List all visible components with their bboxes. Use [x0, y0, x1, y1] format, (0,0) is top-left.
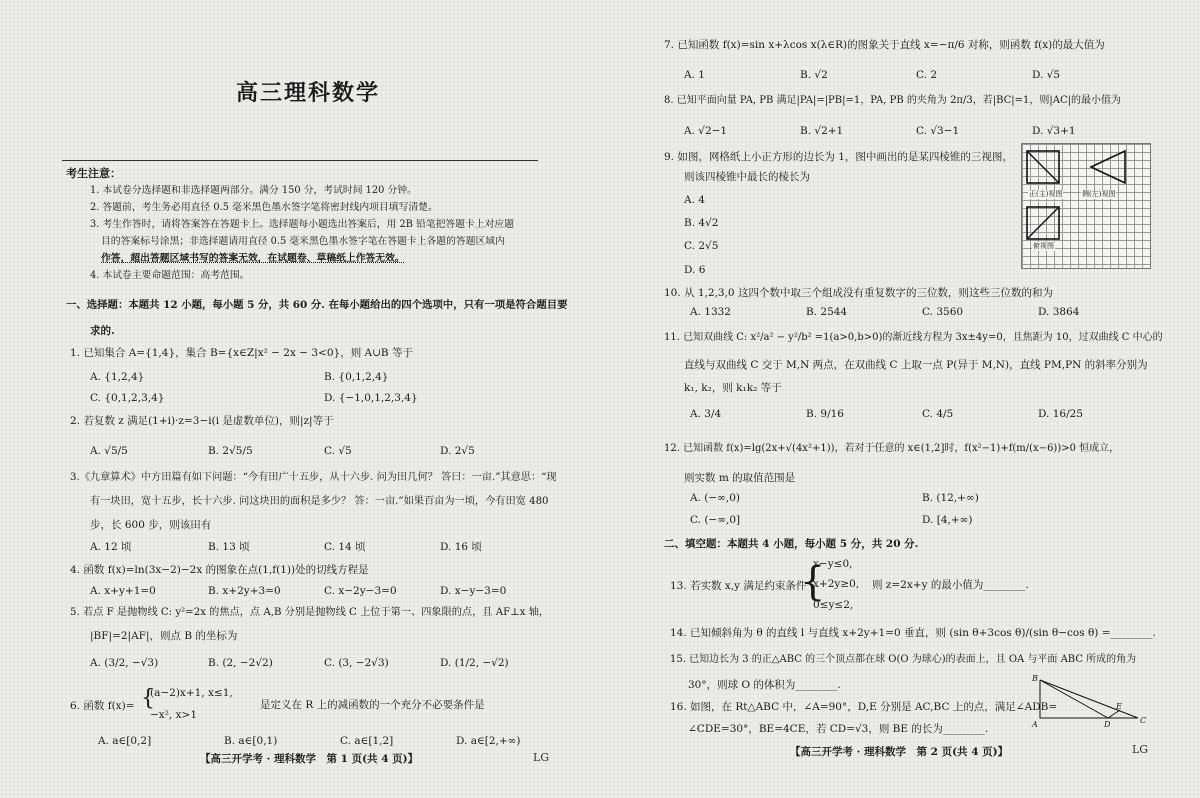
q11-option-d: D. 16/25: [1038, 408, 1083, 420]
q5-stem-cont: |BF|=2|AF|，则点 B 的坐标为: [90, 630, 238, 642]
q12-option-c: C. (−∞,0]: [690, 514, 741, 526]
q9-stem-cont: 则该四棱锥中最长的棱长为: [684, 171, 810, 183]
q16-stem: 16. 如图，在 Rt△ABC 中，∠A=90°，D,E 分别是 AC,BC 上的点，满足∠ADB=: [670, 701, 1058, 713]
q12-option-b: B. (12,+∞): [922, 492, 979, 504]
q16-stem-cont: ∠CDE=30°，BE=4CE，若 CD=√3，则 BE 的长为________.: [688, 723, 989, 735]
q6-option-b: B. a∈[0,1): [224, 735, 278, 747]
q8-stem: 8. 已知平面向量 PA, PB 满足|PA|=|PB|=1，PA, PB 的夹角为 2π/3，若|BC|=1，则|AC|的最小值为: [664, 95, 1122, 106]
q6-option-a: A. a∈[0,2]: [98, 735, 152, 747]
q10-option-d: D. 3864: [1038, 306, 1080, 318]
q6-case-2: −x², x>1: [150, 709, 198, 721]
page-1-footer: 【高三开学考 · 理科数学 第 1 页(共 4 页)】: [200, 753, 419, 765]
q4-option-a: A. x+y+1=0: [90, 585, 156, 597]
notice-item: 1. 本试卷分选择题和非选择题两部分。满分 150 分，考试时间 120 分钟。: [90, 185, 417, 196]
q16-triangle-figure: [1030, 676, 1150, 728]
q4-stem: 4. 函数 f(x)=ln(3x−2)−2x 的图象在点(1,f(1))处的切线方程是: [70, 564, 369, 576]
q9-front-view-label: 正(主)视图: [1029, 190, 1063, 198]
q16-point-c: C: [1140, 716, 1147, 725]
q9-option-d: D. 6: [684, 264, 706, 276]
q3-stem-cont: 步，长 600 步，则该田有: [90, 519, 212, 531]
q7-option-d: D. √5: [1032, 69, 1061, 81]
q3-option-d: D. 16 顷: [440, 541, 482, 553]
q3-option-b: B. 13 顷: [208, 541, 250, 553]
q12-stem-cont: 则实数 m 的取值范围是: [684, 472, 796, 484]
q5-option-d: D. (1/2, −√2): [440, 657, 509, 669]
section-1-heading-cont: 求的.: [90, 325, 115, 337]
q4-option-c: C. x−2y−3=0: [324, 585, 397, 597]
q7-stem: 7. 已知函数 f(x)=sin x+λcos x(λ∈R)的图象关于直线 x=−π/6 对称，则函数 f(x)的最大值为: [664, 39, 1105, 51]
q1-option-b: B. {0,1,2,4}: [324, 371, 389, 383]
q5-option-b: B. (2, −2√2): [208, 657, 273, 669]
title-divider: [62, 160, 538, 161]
q8-option-b: B. √2+1: [800, 125, 844, 137]
q8-option-d: D. √3+1: [1032, 125, 1076, 137]
q1-option-c: C. {0,1,2,3,4}: [90, 392, 165, 404]
q12-option-a: A. (−∞,0): [690, 492, 741, 504]
q6-option-d: D. a∈[2,+∞): [456, 735, 521, 747]
q12-option-d: D. [4,+∞): [922, 514, 973, 526]
q4-option-b: B. x+2y+3=0: [208, 585, 281, 597]
q1-option-a: A. {1,2,4}: [90, 371, 145, 383]
notice-heading: 考生注意：: [66, 167, 121, 180]
exam-title: 高三理科数学: [236, 80, 381, 106]
q10-option-c: C. 3560: [922, 306, 964, 318]
q5-option-c: C. (3, −2√3): [324, 657, 389, 669]
page-2-mark: LG: [1132, 743, 1149, 756]
q7-option-a: A. 1: [684, 69, 705, 81]
q7-option-c: C. 2: [916, 69, 938, 81]
q6-stem-cont: 是定义在 R 上的减函数的一个充分不必要条件是: [260, 699, 485, 711]
q2-option-d: D. 2√5: [440, 445, 475, 457]
q16-point-e: E: [1116, 702, 1122, 711]
q11-option-c: C. 4/5: [922, 408, 954, 420]
q11-stem: 11. 已知双曲线 C: x²/a² − y²/b² =1(a>0,b>0)的渐近线方程为 3x±4y=0，且焦距为 10，过双曲线 C 中心的: [664, 332, 1163, 343]
q2-option-b: B. 2√5/5: [208, 445, 253, 457]
q3-option-a: A. 12 顷: [90, 541, 132, 553]
q9-option-b: B. 4√2: [684, 217, 719, 229]
q6-option-c: C. a∈[1,2]: [340, 735, 394, 747]
q6-case-1: (a−2)x+1, x≤1,: [150, 687, 233, 699]
q10-option-b: B. 2544: [806, 306, 848, 318]
q15-stem-cont: 30°，则球 O 的体积为________.: [688, 679, 841, 691]
q1-option-d: D. {−1,0,1,2,3,4}: [324, 392, 418, 404]
q11-stem-cont: 直线与双曲线 C 交于 M,N 两点，在双曲线 C 上取一点 P(异于 M,N)，直线 PM,PN 的斜率分别为: [684, 359, 1148, 371]
q8-option-a: A. √2−1: [684, 125, 728, 137]
q6-brace: {: [141, 686, 155, 711]
notice-item: 3. 考生作答时，请将答案答在答题卡上。选择题每小题选出答案后，用 2B 铅笔把答题卡上对应题: [90, 219, 514, 230]
q9-option-a: A. 4: [684, 194, 705, 206]
page-2-footer: 【高三开学考 · 理科数学 第 2 页(共 4 页)】: [790, 746, 1009, 758]
notice-item: 4. 本试卷主要命题范围：高考范围。: [90, 270, 250, 281]
q9-side-view-label: 侧(左)视图: [1082, 190, 1116, 198]
q13-stem: 13. 若实数 x,y 满足约束条件: [670, 580, 807, 592]
q12-stem: 12. 已知函数 f(x)=lg(2x+√(4x²+1))，若对于任意的 x∈(1,2]时，f(x²−1)+f(m/(x−6))>0 恒成立，: [664, 443, 1120, 454]
q5-option-a: A. (3/2, −√3): [90, 657, 159, 669]
notice-item: 目的答案标号涂黑；非选择题请用直径 0.5 毫米黑色墨水签字笔在答题卡上各题的答题区域内: [101, 236, 505, 247]
q16-point-a: A: [1032, 720, 1038, 729]
q2-stem: 2. 若复数 z 满足(1+i)·z=3−i(i 是虚数单位)，则|z|等于: [70, 415, 334, 427]
q15-stem: 15. 已知边长为 3 的正△ABC 的三个顶点都在球 O(O 为球心)的表面上，且 OA 与平面 ABC 所成的角为: [670, 654, 1137, 665]
page-1-mark: LG: [533, 751, 550, 764]
notice-item: 2. 答题前，考生务必用直径 0.5 毫米黑色墨水签字笔将密封线内项目填写清楚。: [90, 202, 438, 213]
q13-constraint-3: 0≤y≤2,: [813, 599, 854, 611]
q13-stem-cont: 则 z=2x+y 的最小值为________.: [872, 579, 1029, 591]
section-1-heading: 一、选择题：本题共 12 小题，每小题 5 分，共 60 分. 在每小题给出的四个选项中，只有一项是符合题目要: [66, 299, 568, 311]
q11-stem-cont: k₁, k₂，则 k₁k₂ 等于: [684, 382, 782, 394]
q16-point-b: B: [1032, 674, 1038, 683]
q11-option-b: B. 9/16: [806, 408, 844, 420]
q8-option-c: C. √3−1: [916, 125, 960, 137]
q9-top-view-label: 俯视图: [1033, 242, 1054, 250]
q10-stem: 10. 从 1,2,3,0 这四个数中取三个组成没有重复数字的三位数，则这些三位数的和为: [664, 287, 1053, 299]
q9-option-c: C. 2√5: [684, 240, 719, 252]
q5-stem: 5. 若点 F 是抛物线 C: y²=2x 的焦点，点 A,B 分别是抛物线 C 上位于第一、四象限的点，且 AF⊥x 轴，: [70, 607, 550, 618]
q1-stem: 1. 已知集合 A={1,4}，集合 B={x∈Z|x² − 2x − 3<0}，则 A∪B 等于: [70, 347, 413, 359]
q4-option-d: D. x−y−3=0: [440, 585, 507, 597]
q13-brace: {: [800, 559, 826, 605]
q14-stem: 14. 已知倾斜角为 θ 的直线 l 与直线 x+2y+1=0 垂直，则 (sin θ+3cos θ)/(sin θ−cos θ) =________.: [670, 627, 1156, 639]
q16-point-d: D: [1104, 720, 1111, 729]
q3-option-c: C. 14 顷: [324, 541, 366, 553]
q2-option-a: A. √5/5: [90, 445, 128, 457]
section-2-heading: 二、填空题：本题共 4 小题，每小题 5 分，共 20 分.: [664, 538, 919, 550]
q13-constraint-1: x−y≤0,: [813, 558, 853, 570]
q2-option-c: C. √5: [324, 445, 352, 457]
q7-option-b: B. √2: [800, 69, 828, 81]
notice-item: 作答，超出答题区域书写的答案无效，在试题卷、草稿纸上作答无效。: [101, 253, 405, 264]
q6-stem: 6. 函数 f(x)=: [70, 700, 135, 712]
q9-stem: 9. 如图，网格纸上小正方形的边长为 1，图中画出的是某四棱锥的三视图，: [664, 151, 1013, 163]
q3-stem-cont: 有一块田，宽十五步，长十六步. 问这块田的面积是多少？ 答：一亩.”如果百亩为一顷，今有田宽 480: [90, 496, 549, 507]
q3-stem: 3.《九章算术》中方田篇有如下问题：“今有田广十五步，从十六步. 问为田几何？ 答曰：一亩.”其意思：“现: [70, 472, 557, 483]
q13-constraint-2: x+2y≥0,: [813, 578, 860, 590]
q10-option-a: A. 1332: [690, 306, 731, 318]
q11-option-a: A. 3/4: [690, 408, 722, 420]
